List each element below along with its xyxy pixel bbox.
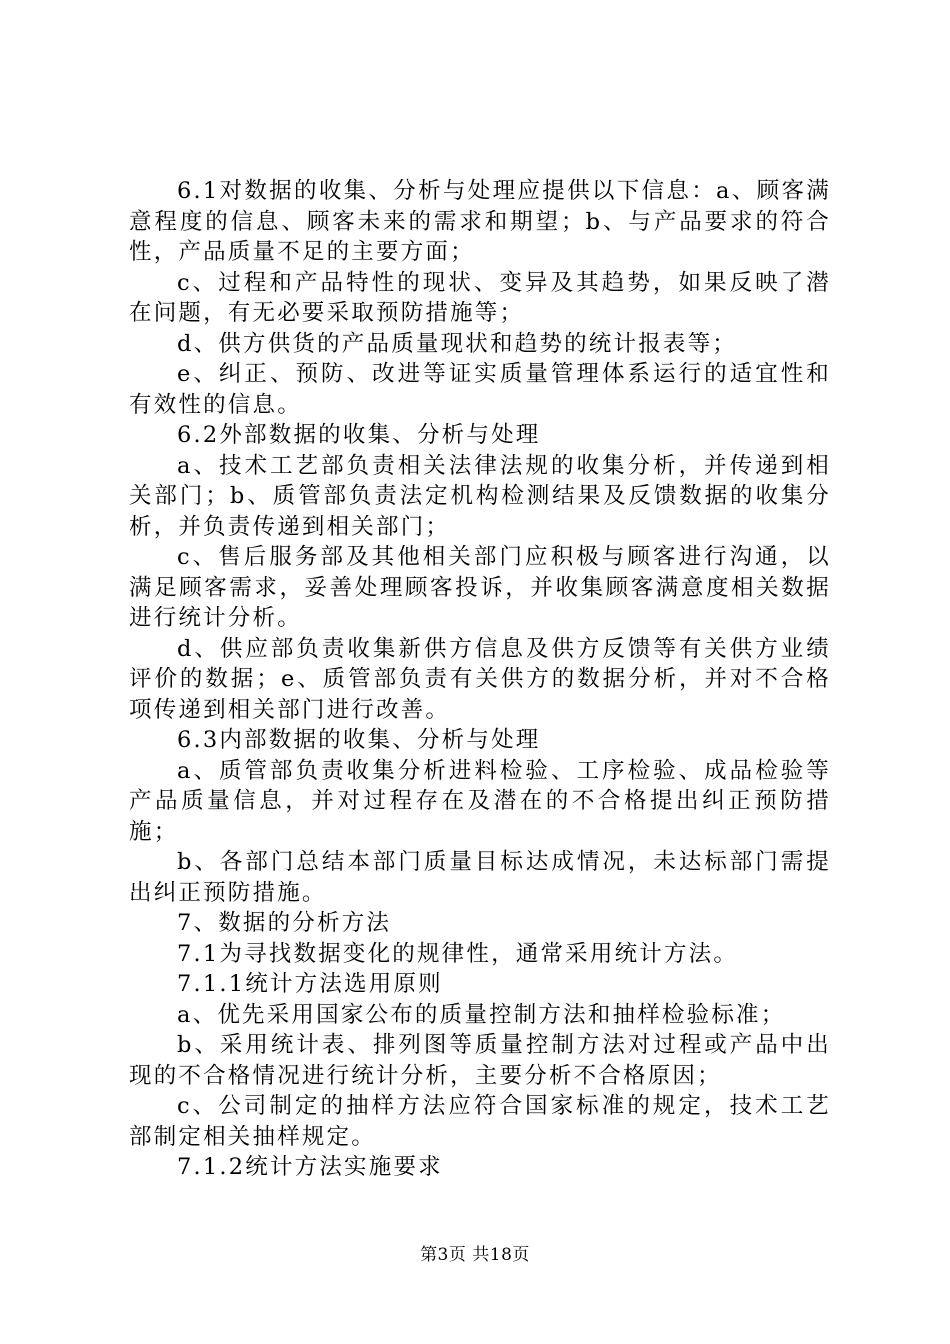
paragraph-6-3-a: a、质管部负责收集分析进料检验、工序检验、成品检验等产品质量信息，并对过程存在及潜在的不合格提出纠正预防措施；: [129, 757, 831, 845]
paragraph-6-1-e: e、纠正、预防、改进等证实质量管理体系运行的适宜性和有效性的信息。: [129, 361, 831, 418]
paragraph-6-2-c: c、售后服务部及其他相关部门应积极与顾客进行沟通，以满足顾客需求，妥善处理顾客投诉，并收集顾客满意度相关数据进行统计分析。: [129, 544, 831, 631]
paragraph-6-1-d: d、供方供货的产品质量现状和趋势的统计报表等；: [177, 330, 738, 357]
paragraph-6-1-c: c、过程和产品特性的现状、变异及其趋势，如果反映了潜在问题，有无必要采取预防措施等；: [129, 269, 831, 326]
paragraph-6-2-d: d、供应部负责收集新供方信息及供方反馈等有关供方业绩评价的数据；e、质管部负责有关供方的数据分析，并对不合格项传递到相关部门进行改善。: [129, 635, 831, 723]
paragraph-7-1: 7.1为寻找数据变化的规律性，通常采用统计方法。: [177, 940, 739, 967]
paragraph-6-1: 6.1对数据的收集、分析与处理应提供以下信息：a、顾客满意程度的信息、顾客未来的需求和期望；b、与产品要求的符合性，产品质量不足的主要方面；: [129, 178, 831, 265]
heading-7-1-1: 7.1.1统计方法选用原则: [177, 971, 443, 997]
page-number-footer: 第3页 共18页: [420, 1245, 530, 1265]
heading-6-2: 6.2外部数据的收集、分析与处理: [177, 422, 541, 448]
paragraph-6-2-a: a、技术工艺部负责相关法律法规的收集分析，并传递到相关部门；b、质管部负责法定机构检测结果及反馈数据的收集分析，并负责传递到相关部门；: [129, 452, 831, 540]
heading-7: 7、数据的分析方法: [177, 910, 392, 936]
paragraph-6-3-b: b、各部门总结本部门质量目标达成情况，未达标部门需提出纠正预防措施。: [129, 849, 831, 906]
paragraph-7-1-1-c: c、公司制定的抽样方法应符合国家标准的规定，技术工艺部制定相关抽样规定。: [129, 1093, 831, 1150]
heading-7-1-2: 7.1.2统计方法实施要求: [177, 1154, 443, 1180]
paragraph-7-1-1-a: a、优先采用国家公布的质量控制方法和抽样检验标准；: [177, 1001, 786, 1028]
document-body: [129, 176, 831, 1183]
paragraph-7-1-1-b: b、采用统计表、排列图等质量控制方法对过程或产品中出现的不合格情况进行统计分析，主要分析不合格原因；: [129, 1032, 831, 1089]
heading-6-3: 6.3内部数据的收集、分析与处理: [177, 727, 541, 753]
